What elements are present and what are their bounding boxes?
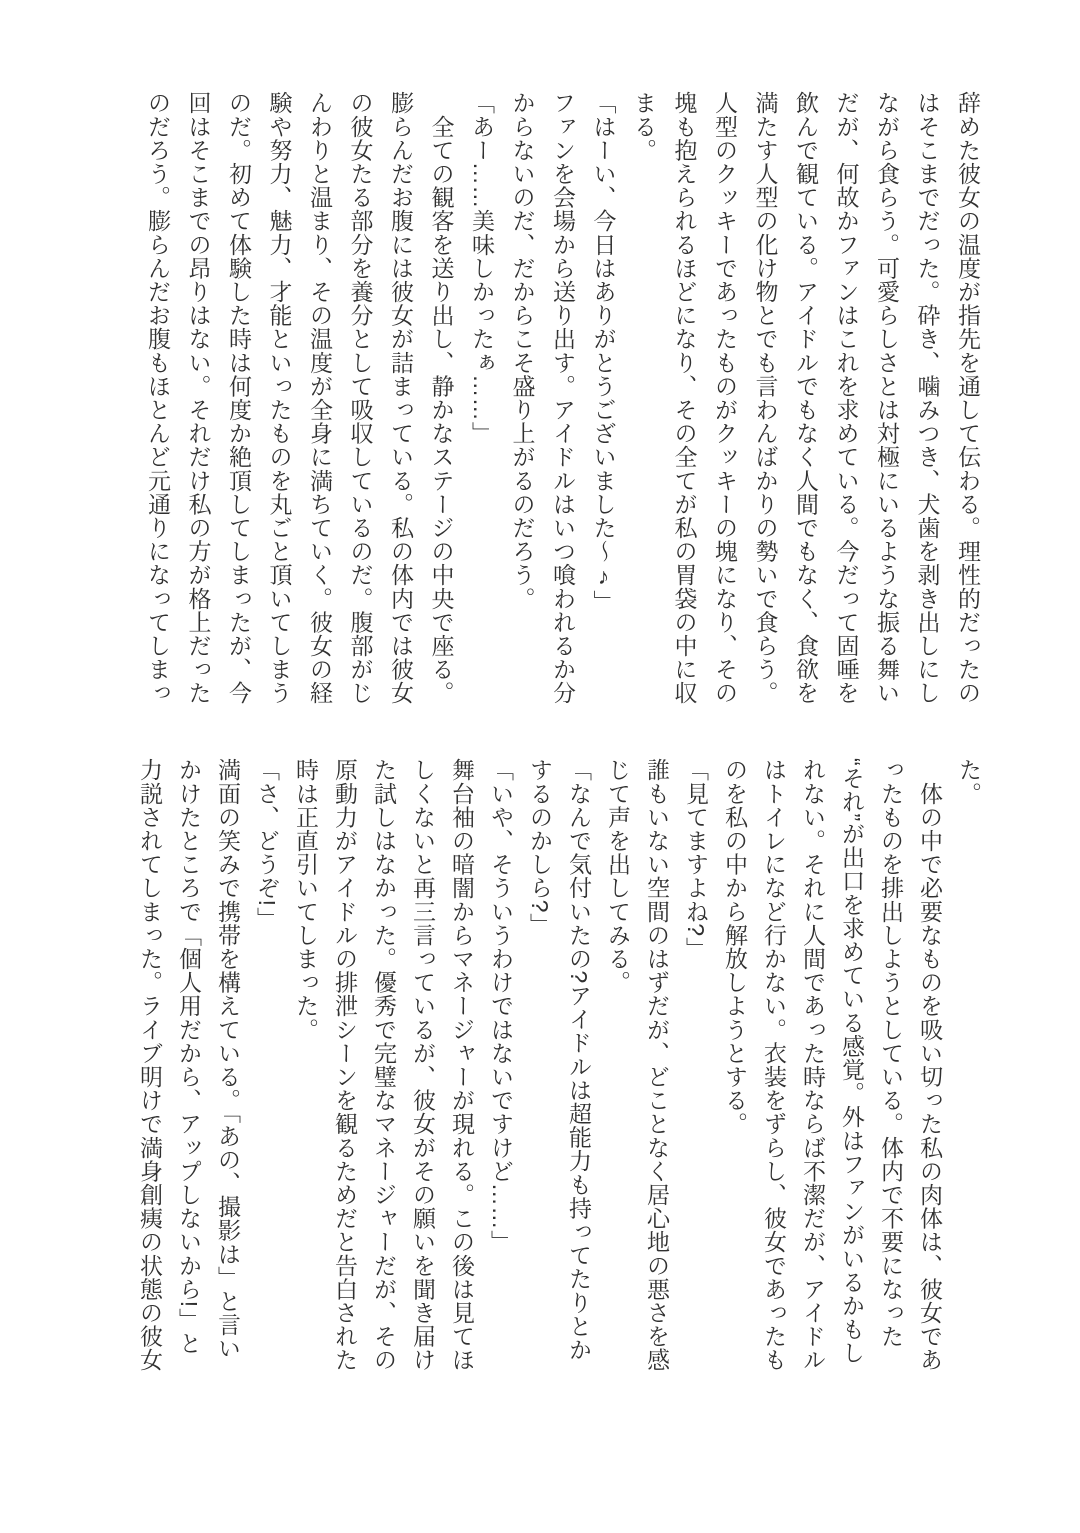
paragraph: 誰もいない空間のはずだが、どことなく居心地の悪さを感じて声を出してみる。	[605, 758, 670, 1372]
paragraph: 満面の笑みで携帯を構えている。「あの、撮影は」と言いかけたところで「個人用だから、アップしないから!」と力説されてしまった。ライブ明けで満身創痍の状態の彼女	[137, 758, 241, 1372]
text-block-bottom	[130, 758, 988, 1373]
paragraph: 辞めた彼女の温度が指先を通して伝わる。理性的だったのはそこまでだった。砕き、噛みつき、犬歯を剥き出しにしながら食らう。可愛らしさとは対極にいるような振る舞いだが、何故かファンはこれを求めている。今だって固唾を飲んで観ている。アイドルでもなく人間でもなく、食欲を満たす人型の化け物とでも言わんばかりの勢いで食らう。人型のクッキーであったものがクッキーの塊になり、その塊も抱えられるほどになり、その全てが私の胃袋の中に収まる。	[631, 91, 981, 705]
paragraph-dialogue: 「いや、そういうわけではないですけど……」	[488, 758, 514, 1254]
paragraph-dialogue: 「なんで気付いたの?アイドルは超能力も持ってたりとかするのかしら?」	[527, 758, 592, 1362]
paragraph-continuation: た。	[956, 758, 982, 806]
paragraph-dialogue: 「はーい、今日はありがとうございました〜♪」	[590, 91, 617, 614]
text-block-top	[138, 91, 989, 706]
paragraph: ファンを会場から送り出す。アイドルはいつ喰われるか分からないのだ、だからこそ盛り上がるのだろう。	[509, 91, 576, 705]
paragraph: 舞台袖の暗闇からマネージャーが現れる。この後は見てほしくないと再三言っているが、彼女がその願いを聞き届けた試しはなかった。優秀で完璧なマネージャーだが、その原動力がアイドルの排泄シーンを観るためだと告白された時は正直引いてしまった。	[293, 758, 475, 1372]
paragraph-dialogue: 「あー……美味しかったぁ……」	[469, 91, 495, 445]
paragraph-dialogue: 「さ、どうぞ!」	[254, 758, 280, 931]
paragraph-dialogue: 「見てますよね?」	[683, 758, 709, 961]
paragraph: 体の中で必要なものを吸い切った私の肉体は、彼女であったものを排出しようとしている。体内で不要になった“それ”が出口を求めている感覚。外はファンがいるかもしれない。それに人間であった時ならば不潔だが、アイドルはトイレになど行かない。衣装をずらし、彼女であったものを私の中から解放しようとする。	[722, 758, 943, 1372]
paragraph: 全ての観客を送り出し、静かなステージの中央で座る。膨らんだお腹には彼女が詰まっている。私の体内では彼女の彼女たる部分を養分として吸収しているのだ。腹部がじんわりと温まり、その温度が全身に満ちていく。彼女の経験や努力、魅力、才能といったものを丸ごと頂いてしまうのだ。初めて体験した時は何度か絶頂してしまったが、今回はそこまでの昂りはない。それだけ私の方が格上だったのだろう。膨らんだお腹もほとんど元通りになってしまっ	[145, 91, 455, 705]
